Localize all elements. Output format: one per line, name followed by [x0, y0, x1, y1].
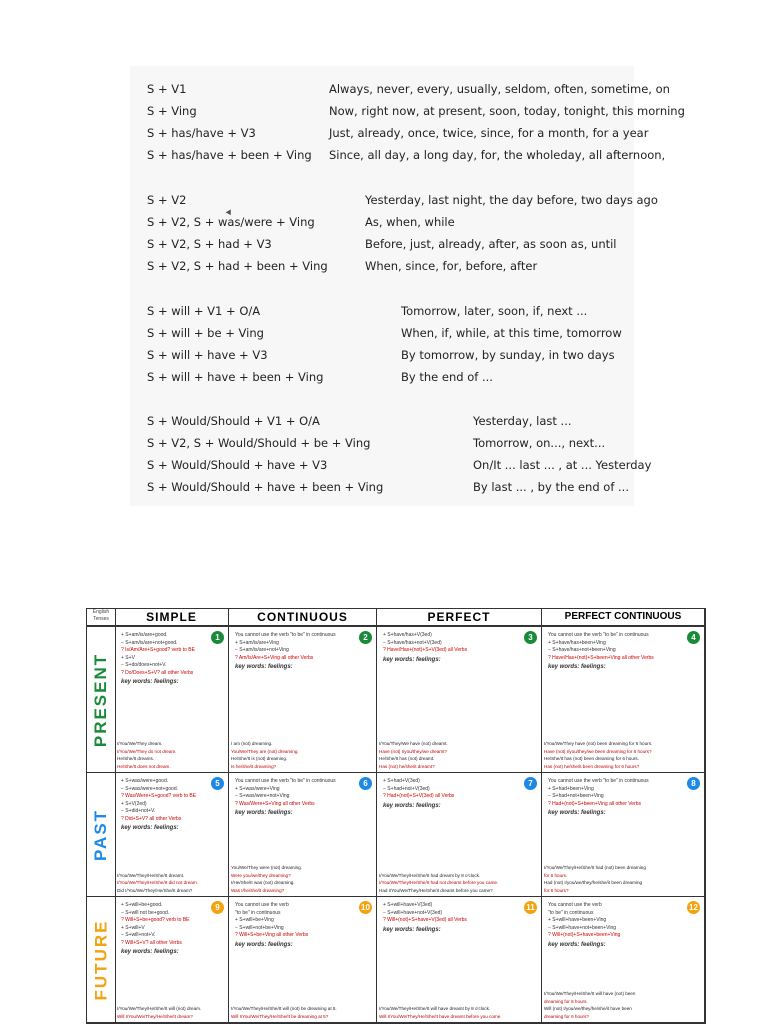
formula-line: − S+will+have+not+V(3ed) — [383, 909, 443, 916]
formula-line: + S+will+be+good. — [121, 902, 163, 908]
tense-cell — [377, 773, 542, 897]
keywords-text: Since, all day, a long day, for, the wholeday, all afternoon, — [329, 148, 666, 162]
formula-line: + S+will+have+been+Ving — [548, 917, 607, 923]
example-block — [117, 1005, 226, 1020]
example-line: Have (not) I/you/they/we dreamt? — [379, 748, 447, 754]
keywords-feelings-label: key words: feelings: — [548, 810, 606, 816]
formula-text: S + will + have + been + Ving — [147, 370, 324, 384]
tense-number-badge: 3 — [524, 631, 537, 644]
formula-line: ? Am/Is/Are+S+Ving all other Verbs — [235, 654, 314, 661]
example-line: Had I/You/We/They/He/She/It dreamt before you came? — [379, 887, 493, 893]
column-header: CONTINUOUS — [229, 609, 377, 627]
example-line: dreaming for 6 hours? — [544, 1013, 589, 1019]
formula-text: S + V2, S + was/were + Ving — [147, 215, 315, 229]
example-line: for 6 hours? — [544, 887, 569, 893]
tense-number-badge: 9 — [211, 901, 224, 914]
formula-text: S + has/have + been + Ving — [147, 148, 312, 162]
example-line: I/You/We/They/He/She/It had (not) been dreaming — [544, 865, 646, 870]
keywords-feelings-label: key words: feelings: — [235, 664, 293, 670]
example-line: I/You/We/They/He/She/It will have (not) been — [544, 991, 636, 996]
example-line: Did I/You/We/They/He/She/It dream? — [117, 887, 193, 893]
tense-cell — [377, 897, 542, 1023]
formula-line: − S+will+not+V. — [121, 932, 156, 938]
formula-line: + S+have/has+V(3ed) — [383, 632, 432, 638]
formula-text: S + Would/Should + V1 + O/A — [147, 414, 320, 428]
keywords-text: When, since, for, before, after — [365, 259, 538, 273]
example-line: Have (not) I/you/they/we been dreaming for 6 hours? — [544, 748, 652, 754]
example-block — [544, 864, 702, 894]
row-header — [87, 897, 116, 1023]
example-block — [231, 740, 374, 770]
keywords-feelings-label: key words: feelings: — [121, 679, 179, 685]
column-header: PERFECT CONTINUOUS — [542, 609, 705, 627]
formula-line: ? Have/Has+(not)+S+V(3ed) all Verbs — [383, 647, 468, 653]
example-line: Is he/she/it dreaming? — [231, 763, 277, 769]
formula-line: − S+will+have+not+been+Ving — [548, 924, 617, 931]
formula-line: − S+had+not+V(3ed) — [383, 785, 430, 792]
formula-line: ? Will+S+be+Ving all other Verbs — [235, 932, 309, 938]
formula-line: ? Had+(not)+S+V(3ed) all Verbs — [383, 793, 455, 799]
formula-text: S + V2, S + Would/Should + be + Ving — [147, 436, 371, 450]
example-block — [117, 740, 226, 770]
formula-text: S + Ving — [147, 104, 197, 118]
formula-line: You cannot use the verb "to be" in continuous — [548, 632, 649, 638]
tense-cell — [229, 627, 377, 773]
formula-line: You cannot use the verb "to be" in continuous — [235, 778, 336, 784]
chart-logo: English Tenses — [87, 609, 116, 627]
tense-cell — [115, 773, 229, 897]
example-line: Was I/he/she/it dreaming? — [231, 887, 285, 893]
example-line: I/You/We/They/He/She/It will (not) be dreaming at 5. — [231, 1006, 337, 1011]
example-line: dreaming for 6 hours. — [544, 998, 588, 1004]
formula-line: + S+was/were+good. — [121, 778, 169, 784]
formula-line: ? Will+S+V? all other Verbs — [121, 939, 182, 946]
formula-line: + S+was/were+Ving — [235, 785, 280, 792]
formula-text: S + Would/Should + have + V3 — [147, 458, 328, 472]
formula-text: S + will + V1 + O/A — [147, 304, 261, 318]
row-header-label: FUTURE — [91, 919, 111, 1000]
formula-line: ? Had+(not)+S+been+Ving all other Verbs — [548, 800, 642, 807]
keywords-text: As, when, while — [365, 215, 455, 229]
formula-text: S + V2 — [147, 193, 187, 207]
formula-line: + S+will+V — [121, 924, 145, 931]
formula-line: + S+am/is/are+Ving — [235, 639, 279, 646]
example-line: I/You/We/They/He/She/It will have dreamt by 8 o'clock. — [379, 1006, 491, 1011]
keywords-text: Tomorrow, on..., next... — [473, 436, 606, 450]
formula-line: + S+will+be+Ving — [235, 917, 274, 923]
formula-text: S + V2, S + had + been + Ving — [147, 259, 328, 273]
example-line: He/She/It has (not) dreamt. — [379, 756, 435, 761]
tense-number-badge: 4 — [687, 631, 700, 644]
formula-line: + S+had+V(3ed) — [383, 778, 420, 784]
formula-line: You cannot use the verb — [235, 902, 289, 908]
formula-line: − S+am/is/are+not+Ving — [235, 647, 289, 653]
formula-text: S + V2, S + had + V3 — [147, 237, 272, 251]
keywords-text: Just, already, once, twice, since, for a month, for a year — [329, 126, 649, 140]
formula-line: ? Will+S+be+good? verb to BE — [121, 917, 190, 923]
example-line: for 6 hours. — [544, 872, 568, 878]
example-block — [231, 1005, 374, 1020]
tense-cell — [542, 627, 705, 773]
example-block — [544, 740, 702, 770]
formula-line: ? Was/Were+S+good? verb to BE — [121, 793, 197, 799]
formula-line: − S+was/were+not+good. — [121, 785, 178, 792]
keywords-text: Always, never, every, usually, seldom, often, sometime, on — [329, 82, 670, 96]
row-header-label: PRESENT — [91, 652, 111, 747]
tense-chart — [86, 608, 706, 1024]
example-line: I/You/We/They do not dream. — [117, 748, 177, 754]
example-line: Will I/You/We/They/He/She/It have dreamt before you come. — [379, 1013, 502, 1019]
formula-line: + S+am/is/are+good. — [121, 632, 168, 638]
keywords-text: By the end of ... — [401, 370, 493, 384]
example-line: You/We/They were (not) dreaming. — [231, 865, 302, 870]
keywords-feelings-label: key words: feelings: — [548, 664, 606, 670]
formula-line: − S+have/has+not+V(3ed) — [383, 639, 442, 646]
formula-line: + S+V — [121, 654, 135, 661]
keywords-feelings-label: key words: feelings: — [235, 941, 293, 948]
keywords-feelings-label: key words: feelings: — [383, 802, 441, 809]
keywords-feelings-label: key words: feelings: — [121, 949, 179, 955]
tense-number-badge: 7 — [524, 777, 537, 790]
row-header-label: PAST — [91, 808, 111, 861]
formula-line: + S+V(2ed) — [121, 800, 147, 807]
example-block — [231, 864, 374, 894]
tense-cell — [115, 897, 229, 1023]
keywords-feelings-label: key words: feelings: — [235, 810, 293, 816]
formula-line: You cannot use the verb "to be" in continuous — [235, 632, 336, 638]
tense-cell — [542, 897, 705, 1023]
tense-cell — [542, 773, 705, 897]
formula-line: − S+did+not+V. — [121, 808, 156, 814]
formula-line: − S+will not be+good. — [121, 909, 170, 916]
formula-line: + S+have/has+been+Ving — [548, 639, 606, 646]
formula-line: ? Is/Am/Are+S+good? verb to BE — [121, 647, 195, 653]
formula-line: − S+am/is/are+not+good. — [121, 639, 178, 646]
example-line: He/She/It does not dream. — [117, 763, 171, 769]
formula-line: ? Have/Has+(not)+S+been+Ving all other Verbs — [548, 654, 654, 661]
formula-line: ? Do/Does+S+V? all other Verbs — [121, 669, 194, 676]
example-line: You/We/They are (not) dreaming. — [231, 748, 299, 754]
example-block — [379, 1005, 539, 1020]
example-line: Will I/You/We/They/He/She/It dream? — [117, 1013, 193, 1019]
tense-number-badge: 6 — [359, 777, 372, 790]
formula-line: You cannot use the verb — [548, 902, 602, 908]
tense-cell — [229, 897, 377, 1023]
tense-cell — [377, 627, 542, 773]
formula-text: S + will + have + V3 — [147, 348, 268, 362]
keywords-feelings-label: key words: feelings: — [383, 656, 441, 663]
keywords-text: Tomorrow, later, soon, if, next ... — [401, 304, 588, 318]
keywords-text: Before, just, already, after, as soon as, until — [365, 237, 617, 251]
formula-text: S + Would/Should + have + been + Ving — [147, 480, 384, 494]
formula-line: − S+will+not+be+Ving — [235, 924, 284, 931]
formula-line: + S+will+have+V(3ed) — [383, 902, 433, 908]
formula-line: "to be" in continuous — [235, 909, 281, 916]
formula-text: S + V1 — [147, 82, 187, 96]
example-line: I/You/We/They dream. — [117, 741, 163, 746]
example-line: I/You/We/They/He/She/It had dreamt by 8 o'clock. — [379, 872, 481, 878]
example-block — [379, 740, 539, 770]
example-block — [379, 872, 539, 895]
tense-number-badge: 11 — [524, 901, 537, 914]
tense-number-badge: 1 — [211, 631, 224, 644]
formula-line: − S+have/has+not+been+Ving — [548, 647, 616, 653]
example-line: Will I/You/We/They/He/She/It be dreaming at 5? — [231, 1013, 329, 1019]
keywords-text: By tomorrow, by sunday, in two days — [401, 348, 615, 362]
tense-cell — [115, 627, 229, 773]
example-block — [544, 990, 702, 1020]
example-line: I am (not) dreaming. — [231, 741, 273, 746]
example-line: I/You/We/They/He/She/It dreamt. — [117, 872, 185, 878]
example-line: I/You/We/They/He/She/It will (not) dream. — [117, 1006, 202, 1011]
example-block — [117, 872, 226, 895]
example-line: I/You/We/They/He/She/It had not dreamt before you came. — [379, 880, 499, 885]
keywords-feelings-label: key words: feelings: — [121, 825, 179, 831]
tense-number-badge: 10 — [359, 901, 372, 914]
keywords-text: By last ... , by the end of ... — [473, 480, 629, 494]
keywords-feelings-label: key words: feelings: — [383, 926, 441, 933]
formula-line: − S+had+not+been+Ving — [548, 793, 604, 799]
formula-line: ? Was/Were+S+Ving all other Verbs — [235, 800, 315, 807]
example-line: I/You/They/We have (not) dreamt. — [379, 741, 448, 746]
example-line: Has (not) he/she/it been dreaming for 6 hours? — [544, 763, 640, 769]
formula-line: ? Will+(not)+S+have+been+Ving — [548, 932, 621, 938]
example-line: I/He/She/It was (not) dreaming. — [231, 880, 295, 885]
tense-number-badge: 2 — [359, 631, 372, 644]
tense-number-badge: 8 — [687, 777, 700, 790]
example-line: Has (not) he/she/it dreamt? — [379, 763, 435, 769]
example-line: I/You/We/They have (not) been dreaming for 6 hours. — [544, 741, 653, 746]
keywords-feelings-label: key words: feelings: — [548, 941, 606, 948]
tense-number-badge: 5 — [211, 777, 224, 790]
example-line: Were you/we/they dreaming? — [231, 872, 291, 878]
example-line: I/You/We/They/He/She/It did not dream. — [117, 880, 198, 885]
formula-line: − S+do/does+not+V. — [121, 662, 167, 668]
keywords-text: On/It ... last ... , at ... Yesterday — [473, 458, 652, 472]
keywords-text: Yesterday, last night, the day before, two days ago — [365, 193, 658, 207]
keywords-text: Yesterday, last ... — [473, 414, 572, 428]
formula-line: You cannot use the verb "to be" in continuous — [548, 778, 649, 784]
example-line: He/She/It has (not) been dreaming for 6 hours. — [544, 756, 639, 761]
example-line: Will (not) I/you/we/they/he/she/it have been — [544, 1006, 632, 1011]
example-line: He/She/It dreams. — [117, 756, 155, 761]
keywords-text: When, if, while, at this time, tomorrow — [401, 326, 622, 340]
example-line: Had (not) I/you/we/they/he/she/it been dreaming — [544, 880, 643, 885]
formula-line: ? Did+S+V? all other Verbs — [121, 815, 182, 822]
formula-line: ? Will+(not)+S+have+V(3ed) all Verbs — [383, 917, 467, 923]
row-header — [87, 627, 116, 773]
keywords-text: Now, right now, at present, soon, today, tonight, this morning — [329, 104, 685, 118]
formula-line: "to be" in continuous — [548, 909, 594, 916]
column-header: SIMPLE — [115, 609, 229, 627]
tense-cell — [229, 773, 377, 897]
formula-text: S + will + be + Ving — [147, 326, 264, 340]
formula-line: + S+had+been+Ving — [548, 785, 594, 792]
tense-number-badge: 12 — [687, 901, 700, 914]
column-header: PERFECT — [377, 609, 542, 627]
example-line: He/She/It is (not) dreaming. — [231, 756, 288, 761]
row-header — [87, 773, 116, 897]
formula-line: − S+was/were+not+Ving — [235, 793, 290, 799]
formula-text: S + has/have + V3 — [147, 126, 256, 140]
